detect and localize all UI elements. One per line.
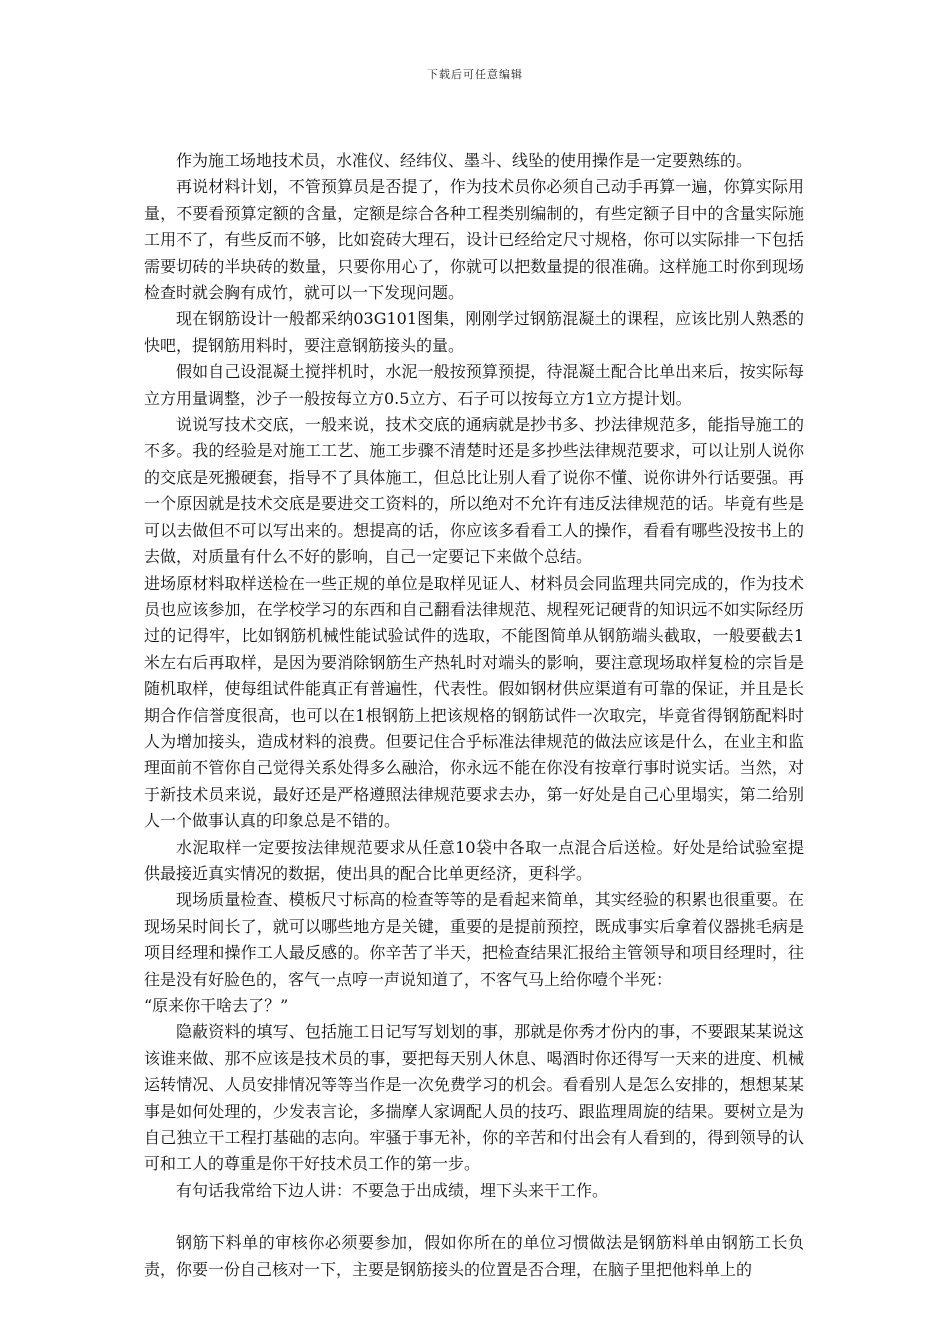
paragraph: 有句话我常给下边人讲：不要急于出成绩，埋下头来干工作。 (176, 1180, 609, 1200)
paragraph: 隐蔽资料的填写、包括施工日记写写划划的事，那就是你秀才份内的事，不要跟某某说这该谁来做、那不应该是技术员的事，要把每天别人休息、喝酒时你还得写一天来的进度、机械运转情况、人员安排情况等等当作是一次免费学习的机会。看看别人是怎么安排的，想想某某事是如何处理的，少发表言论，多揣摩人家调配人员的技巧、跟监理周旋的结果。要树立是为自己独立干工程打基础的志向。牢骚于事无补，你的辛苦和付出会有人看到的，得到领导的认可和工人的尊重是你干好技术员工作的第一步。 (144, 1022, 804, 1174)
paragraph: 再说材料计划，不管预算员是否提了，作为技术员你必须自己动手再算一遍，你算实际用量，不要看预算定额的含量，定额是综合各种工程类别编制的，有些定额子目中的含量实际施工用不了，有些反而不够，比如瓷砖大理石，设计已经给定尺寸规格，你可以实际排一下包括需要切砖的半块砖的数量，只要你用心了，你就可以把数量提的很准确。这样施工时你到现场检查时就会胸有成竹，就可以一下发现问题。 (144, 177, 804, 303)
paragraph: 假如自己设混凝土搅拌机时，水泥一般按预算预提，待混凝土配合比单出来后，按实际每立方用量调整，沙子一般按每立方0.5立方、石子可以按每立方1立方提计划。 (144, 362, 804, 408)
paragraph: 作为施工场地技术员，水准仪、经纬仪、墨斗、线坠的使用操作是一定要熟练的。 (176, 151, 753, 170)
paragraph: 进场原材料取样送检在一些正规的单位是取样见证人、材料员会同监理共同完成的，作为技术员也应该参加，在学校学习的东西和自己翻看法律规范、规程死记硬背的知识远不如实际经历过的记得牢，比如钢筋机械性能试验试件的选取，不能图简单从钢筋端头截取，一般要截去1米左右后再取样，是因为要消除钢筋生产热轧时对端头的影响，要注意现场取样复检的宗旨是随机取样，使每组试件能真正有普遍性，代表性。假如钢材供应渠道有可靠的保证，并且是长期合作信誉度很高，也可以在1根钢筋上把该规格的钢筋试件一次取完，毕竟省得钢筋配料时人为增加接头，造成材料的浪费。但要记住合乎标准法律规范的做法应该是什么，在业主和监理面前不管你自己觉得关系处得多么融洽，你永远不能在你没有按章行事时说实话。当然，对于新技术员来说，最好还是严格遵照法律规范要求去办，第一好处是自己心里塌实，第二给别人一个做事认真的印象总是不错的。 (144, 573, 804, 831)
paragraph: 说说写技术交底，一般来说，技术交底的通病就是抄书多、抄法律规范多，能指导施工的不多。我的经验是对施工工艺、施工步骤不清楚时还是多抄些法律规范要求，可以让别人说你的交底是死搬硬套，指导不了具体施工，但总比让别人看了说你不懂、说你讲外行话要强。再一个原因就是技术交底是要进交工资料的，所以绝对不允许有违反法律规范的话。毕竟有些是可以去做但不可以写出来的。想提高的话，你应该多看看工人的操作，看看有哪些没按书上的去做，对质量有什么不好的影响，自己一定要记下来做个总结。 (144, 415, 804, 567)
document-body (144, 148, 804, 1283)
paragraph: 现在钢筋设计一般都采纳03G101图集，刚刚学过钢筋混凝土的课程，应该比别人熟悉的快吧，提钢筋用料时，要注意钢筋接头的量。 (144, 309, 804, 355)
quote-line: “原来你干啥去了？” (144, 996, 289, 1015)
paragraph: 水泥取样一定要按法律规范要求从任意10袋中各取一点混合后送检。好处是给试验室提供最接近真实情况的数据，使出具的配合比单更经济，更科学。 (144, 837, 804, 883)
page-header: 下载后可任意编辑 (427, 68, 523, 81)
paragraph: 现场质量检查、模板尺寸标高的检查等等的是看起来简单，其实经验的积累也很重要。在现场呆时间长了，就可以哪些地方是关键，重要的是提前预控，既成事实后拿着仪器挑毛病是项目经理和操作工人最反感的。你辛苦了半天，把检查结果汇报给主管领导和项目经理时，往往是没有好脸色的，客气一点哼一声说知道了，不客气马上给你噎个半死： (144, 890, 804, 989)
paragraph: 钢筋下料单的审核你必须要参加，假如你所在的单位习惯做法是钢筋料单由钢筋工长负责，你要一份自己核对一下，主要是钢筋接头的位置是否合理，在脑子里把他料单上的 (144, 1233, 804, 1279)
